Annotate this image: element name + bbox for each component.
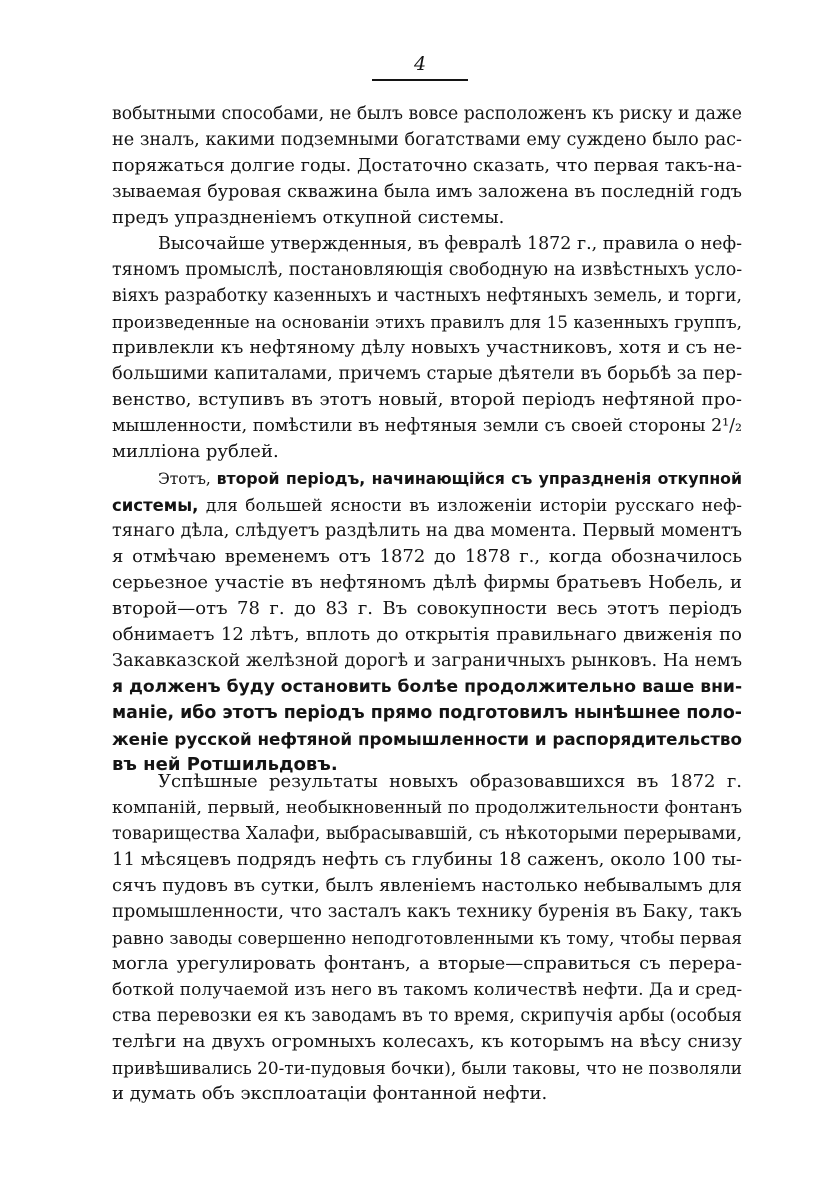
text-line-mixed xyxy=(112,466,742,492)
regular-text: Этотъ, xyxy=(158,470,217,488)
text-line: большими капиталами, причемъ старые дѣятели въ борьбѣ за пер- xyxy=(112,364,742,384)
text-line: Закавказской желѣзной дорогѣ и заграничныхъ рынковъ. На немъ xyxy=(112,651,742,671)
paragraph-3 xyxy=(112,466,742,778)
text-line: товарищества Халафи, выбрасывавшiй, съ нѣкоторыми перерывами, xyxy=(112,824,742,844)
text-line: привѣшивались 20-ти-пудовыя бочки), были таковы, что не позволяли xyxy=(112,1058,742,1078)
text-line: промышленности, что засталъ какъ технику буренiя въ Баку, такъ xyxy=(112,901,742,922)
text-line-mixed xyxy=(112,492,742,518)
text-line: Высочайше утвержденныя, въ февралѣ 1872 г., правила о неф- xyxy=(158,234,742,254)
text-line: 11 мѣсяцевъ подрядъ нефть съ глубины 18 саженъ, около 100 ты- xyxy=(112,849,742,870)
emphasized-line: женiе русской нефтяной промышленности и распорядительство xyxy=(112,729,742,749)
text-line: тянаго дѣла, слѣдуетъ раздѣлить на два момента. Первый моментъ xyxy=(112,521,742,541)
page-number: 4 xyxy=(413,53,427,75)
text-line: боткой получаемой изъ него въ такомъ количествѣ нефти. Да и сред- xyxy=(112,980,742,1000)
paragraph-4 xyxy=(112,769,742,1107)
emphasized-line: я долженъ буду остановить болѣе продолжительно ваше вни- xyxy=(112,677,742,697)
text-line: мышленности, помѣстили въ нефтяныя земли съ своей стороны 2¹/₂ xyxy=(112,416,742,436)
header-rule xyxy=(372,79,468,81)
text-line: вiяхъ разработку казенныхъ и частныхъ нефтяныхъ земель, и торги, xyxy=(112,286,742,306)
text-line: Успѣшные результаты новыхъ образовавшихся въ 1872 г. xyxy=(158,771,742,792)
paragraph-2 xyxy=(112,231,742,465)
emphasized-line: въ ней Ротшильдовъ. xyxy=(112,754,338,775)
text-line: поряжаться долгие годы. Достаточно сказать, что первая такъ-на- xyxy=(112,156,742,176)
text-line: предъ упраздненiемъ откупной системы. xyxy=(112,207,505,228)
text-line: вобытными способами, не былъ вовсе расположенъ къ риску и даже xyxy=(112,104,742,124)
emphasized-line: манiе, ибо этотъ перiодъ прямо подготовилъ нынѣшнее поло- xyxy=(112,703,742,723)
text-line: зываемая буровая скважина была имъ заложена въ последнiй годъ xyxy=(112,182,742,202)
emphasized-text: системы, xyxy=(112,496,199,515)
text-line: ства перевозки ея къ заводамъ въ то время, скрипучiя арбы (особыя xyxy=(112,1006,742,1026)
text-line: венство, вступивъ въ этотъ новый, второй перiодъ нефтяной про- xyxy=(112,389,742,410)
text-line: могла урегулировать фонтанъ, а вторые—справиться съ перера- xyxy=(112,953,742,974)
text-line: произведенные на основанiи этихъ правилъ для 15 казенныхъ группъ, xyxy=(112,312,742,332)
text-line: привлекли къ нефтяному дѣлу новыхъ участниковъ, хотя и съ не- xyxy=(112,337,742,358)
text-line: телѣги на двухъ огромныхъ колесахъ, къ которымъ на вѣсу снизу xyxy=(112,1031,742,1052)
text-line: обнимаетъ 12 лѣтъ, вплоть до открытiя правильнаго движенiя по xyxy=(112,624,742,645)
regular-text: для большей ясности въ изложенiи исторiи русскаго неф- xyxy=(198,495,742,515)
emphasized-text: второй перiодъ, начинающiйся съ упраздненiя откупной xyxy=(216,469,742,488)
text-line: не зналъ, какими подземными богатствами ему суждено было рас- xyxy=(112,130,742,150)
paragraph-1 xyxy=(112,101,742,231)
text-line: серьезное участiе въ нефтяномъ дѣлѣ фирмы братьевъ Нобель, и xyxy=(112,572,742,593)
text-line: второй—отъ 78 г. до 83 г. Въ совокупности весь этотъ перiодъ xyxy=(112,598,742,619)
text-line: я отмѣчаю временемъ отъ 1872 до 1878 г., когда обозначилось xyxy=(112,546,742,567)
text-line: миллiона рублей. xyxy=(112,441,279,462)
text-line: сячъ пудовъ въ сутки, былъ явленiемъ настолько небывалымъ для xyxy=(112,875,742,896)
text-line: равно заводы совершенно неподготовленными къ тому, чтобы первая xyxy=(112,928,742,948)
text-line: тяномъ промыслѣ, постановляющiя свободную на извѣстныхъ усло- xyxy=(112,260,742,280)
text-line: и думать объ эксплоатацiи фонтанной нефти. xyxy=(112,1083,548,1104)
text-line: компанiй, первый, необыкновенный по продолжительности фонтанъ xyxy=(112,798,742,818)
